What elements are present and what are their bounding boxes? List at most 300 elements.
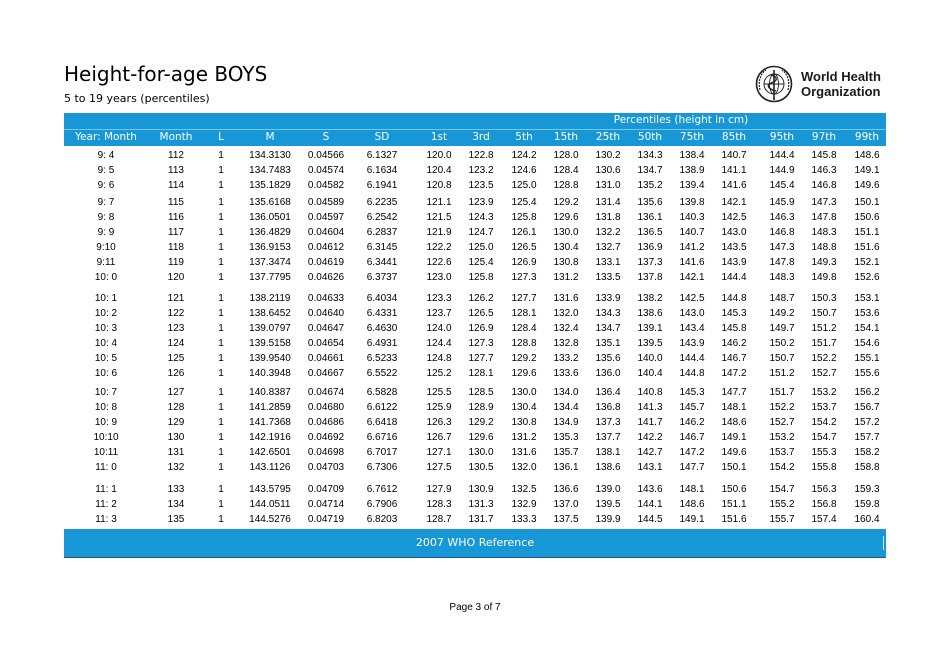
table-cell: 9: 6 <box>97 180 115 191</box>
table-cell: 124.6 <box>511 165 537 176</box>
who-emblem-icon <box>754 64 794 104</box>
table-cell: 136.0 <box>595 368 621 379</box>
table-cell: 139.1 <box>637 323 663 334</box>
table-cell: 150.3 <box>811 293 837 304</box>
table-row <box>64 484 886 496</box>
table-cell: 149.1 <box>721 432 747 443</box>
table-cell: 6.6716 <box>366 432 398 443</box>
table-cell: 142.1 <box>721 197 747 208</box>
table-cell: 139.9 <box>595 514 621 525</box>
table-cell: 129.6 <box>553 212 579 223</box>
table-cell: 152.7 <box>811 368 837 379</box>
table-cell: 126.9 <box>511 257 537 268</box>
table-cell: 152.1 <box>854 257 880 268</box>
table-cell: 147.2 <box>721 368 747 379</box>
table-cell: 117 <box>168 227 184 238</box>
table-cell: 10: 6 <box>94 368 118 379</box>
table-cell: 6.6122 <box>366 402 398 413</box>
table-cell: 149.2 <box>769 308 795 319</box>
table-cell: 130.0 <box>468 447 494 458</box>
table-row <box>64 432 886 444</box>
table-cell: 145.8 <box>721 323 747 334</box>
table-cell: 131.8 <box>595 212 621 223</box>
table-cell: 123.2 <box>468 165 494 176</box>
table-cell: 141.2859 <box>249 402 291 413</box>
table-cell: 128.0 <box>553 150 579 161</box>
table-cell: 6.5522 <box>366 368 398 379</box>
table-row <box>64 447 886 459</box>
table-cell: 152.2 <box>769 402 795 413</box>
column-header: S <box>322 131 330 143</box>
table-cell: 149.8 <box>811 272 837 283</box>
table-cell: 154.7 <box>769 484 795 495</box>
table-cell: 138.9 <box>679 165 705 176</box>
table-cell: 130 <box>167 432 185 443</box>
table-cell: 6.1941 <box>366 180 398 191</box>
table-cell: 10: 9 <box>94 417 118 428</box>
table-cell: 146.8 <box>769 227 795 238</box>
table-cell: 143.4 <box>679 323 705 334</box>
table-cell: 132.9 <box>511 499 537 510</box>
table-cell: 152.7 <box>769 417 795 428</box>
table-cell: 148.6 <box>854 150 880 161</box>
table-cell: 9: 4 <box>97 150 115 161</box>
table-cell: 146.3 <box>811 165 837 176</box>
table-cell: 122.6 <box>426 257 452 268</box>
table-cell: 129 <box>167 417 185 428</box>
table-cell: 6.1327 <box>366 150 398 161</box>
table-cell: 0.04714 <box>307 499 345 510</box>
table-cell: 128.7 <box>426 514 452 525</box>
table-cell: 156.7 <box>854 402 880 413</box>
table-cell: 125.4 <box>511 197 537 208</box>
table-cell: 155.2 <box>769 499 795 510</box>
table-cell: 136.1 <box>637 212 663 223</box>
table-cell: 1 <box>218 150 224 161</box>
table-cell: 131.6 <box>553 293 579 304</box>
table-cell: 155.3 <box>811 447 837 458</box>
table-cell: 124.8 <box>426 353 452 364</box>
table-cell: 10:10 <box>93 432 119 443</box>
table-cell: 147.7 <box>721 387 747 398</box>
column-header: 15th <box>553 131 579 143</box>
table-cell: 157.7 <box>854 432 880 443</box>
table-cell: 121.1 <box>426 197 452 208</box>
table-cell: 138.1 <box>595 447 621 458</box>
table-cell: 151.7 <box>811 338 837 349</box>
table-cell: 10: 1 <box>94 293 118 304</box>
table-cell: 155.7 <box>769 514 795 525</box>
table-cell: 1 <box>218 447 224 458</box>
table-cell: 0.04566 <box>307 150 345 161</box>
table-row <box>64 514 886 526</box>
table-cell: 1 <box>218 514 224 525</box>
table-cell: 148.1 <box>721 402 747 413</box>
table-cell: 0.04640 <box>307 308 345 319</box>
table-cell: 145.4 <box>769 180 795 191</box>
table-cell: 154.7 <box>811 432 837 443</box>
table-cell: 135.1829 <box>249 180 291 191</box>
table-cell: 144.8 <box>679 368 705 379</box>
table-cell: 0.04589 <box>307 197 345 208</box>
table-cell: 139.8 <box>679 197 705 208</box>
table-cell: 120 <box>167 272 185 283</box>
table-cell: 131 <box>167 447 185 458</box>
table-cell: 143.9 <box>679 338 705 349</box>
table-cell: 132.2 <box>595 227 621 238</box>
table-cell: 156.3 <box>811 484 837 495</box>
table-cell: 133.9 <box>595 293 621 304</box>
table-cell: 127.7 <box>511 293 537 304</box>
table-cell: 1 <box>218 402 224 413</box>
table-cell: 129.2 <box>468 417 494 428</box>
table-cell: 142.5 <box>721 212 747 223</box>
table-cell: 155.1 <box>854 353 880 364</box>
table-cell: 132.0 <box>553 308 579 319</box>
table-cell: 152.2 <box>811 353 837 364</box>
table-cell: 151.7 <box>769 387 795 398</box>
table-cell: 125.2 <box>426 368 452 379</box>
table-cell: 131.0 <box>595 180 621 191</box>
table-cell: 144.5276 <box>249 514 291 525</box>
column-header: 95th <box>769 131 795 143</box>
table-cell: 130.6 <box>595 165 621 176</box>
table-cell: 142.1916 <box>249 432 291 443</box>
table-cell: 137.8 <box>637 272 663 283</box>
table-cell: 6.3737 <box>366 272 398 283</box>
table-cell: 150.7 <box>769 353 795 364</box>
table-cell: 143.1 <box>637 462 663 473</box>
table-cell: 1 <box>218 462 224 473</box>
table-cell: 131.4 <box>595 197 621 208</box>
table-cell: 135.6168 <box>249 197 291 208</box>
table-cell: 153.2 <box>811 387 837 398</box>
table-cell: 128.4 <box>553 165 579 176</box>
table-cell: 130.8 <box>553 257 579 268</box>
table-cell: 134.4 <box>553 402 579 413</box>
table-cell: 0.04661 <box>307 353 345 364</box>
table-cell: 1 <box>218 338 224 349</box>
table-cell: 6.1634 <box>366 165 398 176</box>
table-cell: 127.3 <box>511 272 537 283</box>
table-cell: 154.6 <box>854 338 880 349</box>
table-row <box>64 150 886 162</box>
table-cell: 134.7483 <box>249 165 291 176</box>
table-cell: 6.5828 <box>366 387 398 398</box>
table-cell: 151.2 <box>769 368 795 379</box>
table-cell: 1 <box>218 484 224 495</box>
table-header-top <box>64 113 886 129</box>
table-cell: 0.04619 <box>307 257 345 268</box>
table-cell: 132.4 <box>553 323 579 334</box>
table-row <box>64 402 886 414</box>
table-cell: 136.6 <box>553 484 579 495</box>
table-cell: 10:11 <box>93 447 119 458</box>
table-cell: 151.6 <box>721 514 747 525</box>
table-cell: 9:11 <box>96 257 116 268</box>
table-cell: 145.9 <box>769 197 795 208</box>
org-name-line2: Organization <box>801 84 881 99</box>
table-cell: 134.7 <box>595 323 621 334</box>
table-cell: 139.0 <box>595 484 621 495</box>
reference-label: 2007 WHO Reference <box>415 536 535 549</box>
table-cell: 0.04582 <box>307 180 345 191</box>
table-cell: 125.9 <box>426 402 452 413</box>
table-cell: 149.6 <box>854 180 880 191</box>
table-cell: 1 <box>218 432 224 443</box>
page-subtitle: 5 to 19 years (percentiles) <box>64 92 210 105</box>
table-cell: 141.7368 <box>249 417 291 428</box>
table-cell: 140.7 <box>679 227 705 238</box>
table-cell: 149.3 <box>811 257 837 268</box>
table-cell: 114 <box>168 180 184 191</box>
table-cell: 1 <box>218 368 224 379</box>
table-cell: 147.3 <box>769 242 795 253</box>
table-cell: 136.1 <box>553 462 579 473</box>
table-cell: 142.2 <box>637 432 663 443</box>
table-cell: 1 <box>218 387 224 398</box>
table-cell: 123.5 <box>468 180 494 191</box>
org-name-line1: World Health <box>801 69 881 84</box>
table-cell: 0.04680 <box>307 402 345 413</box>
table-cell: 121 <box>167 293 185 304</box>
table-cell: 137.3 <box>637 257 663 268</box>
table-cell: 134.3 <box>595 308 621 319</box>
table-cell: 150.7 <box>811 308 837 319</box>
table-cell: 115 <box>168 197 184 208</box>
table-row <box>64 242 886 254</box>
table-cell: 10: 7 <box>94 387 118 398</box>
table-cell: 124.2 <box>511 150 537 161</box>
table-cell: 148.3 <box>769 272 795 283</box>
table-cell: 147.8 <box>769 257 795 268</box>
table-cell: 150.1 <box>721 462 747 473</box>
table-cell: 126.7 <box>426 432 452 443</box>
table-cell: 147.3 <box>811 197 837 208</box>
table-cell: 1 <box>218 165 224 176</box>
table-cell: 152.6 <box>854 272 880 283</box>
table-cell: 130.4 <box>511 402 537 413</box>
table-cell: 145.7 <box>679 402 705 413</box>
table-cell: 11: 2 <box>95 499 117 510</box>
table-cell: 122.8 <box>468 150 494 161</box>
table-cell: 145.3 <box>679 387 705 398</box>
table-cell: 133.1 <box>595 257 621 268</box>
table-cell: 137.0 <box>553 499 579 510</box>
table-cell: 155.6 <box>854 368 880 379</box>
table-cell: 0.04626 <box>307 272 345 283</box>
table-cell: 121.9 <box>426 227 452 238</box>
table-cell: 0.04686 <box>307 417 345 428</box>
table-cell: 0.04654 <box>307 338 345 349</box>
table-cell: 144.4 <box>721 272 747 283</box>
table-cell: 148.7 <box>769 293 795 304</box>
table-cell: 133.2 <box>553 353 579 364</box>
table-cell: 120.4 <box>426 165 452 176</box>
table-cell: 11: 1 <box>95 484 117 495</box>
table-cell: 0.04633 <box>307 293 345 304</box>
table-cell: 126.3 <box>426 417 452 428</box>
percentile-table <box>64 113 886 525</box>
table-cell: 140.0 <box>637 353 663 364</box>
table-cell: 144.4 <box>679 353 705 364</box>
table-cell: 126 <box>167 368 185 379</box>
table-cell: 124.4 <box>426 338 452 349</box>
table-cell: 136.0501 <box>249 212 291 223</box>
table-cell: 144.0511 <box>249 499 291 510</box>
table-cell: 1 <box>218 499 224 510</box>
table-cell: 143.9 <box>721 257 747 268</box>
table-cell: 1 <box>218 308 224 319</box>
table-cell: 10: 3 <box>94 323 118 334</box>
table-row <box>64 499 886 511</box>
table-cell: 143.1126 <box>249 462 291 473</box>
table-cell: 149.1 <box>679 514 705 525</box>
column-header: 75th <box>679 131 705 143</box>
column-header: 25th <box>595 131 621 143</box>
table-cell: 158.2 <box>854 447 880 458</box>
column-header: 97th <box>811 131 837 143</box>
table-cell: 147.8 <box>811 212 837 223</box>
table-cell: 140.8 <box>637 387 663 398</box>
table-cell: 127.1 <box>426 447 452 458</box>
table-cell: 145.3 <box>721 308 747 319</box>
table-cell: 139.5 <box>637 338 663 349</box>
table-cell: 138.6452 <box>249 308 291 319</box>
table-cell: 137.7795 <box>249 272 291 283</box>
table-cell: 135.2 <box>637 180 663 191</box>
table-cell: 151.1 <box>854 227 880 238</box>
table-cell: 1 <box>218 180 224 191</box>
column-header: L <box>218 131 224 143</box>
table-cell: 140.8387 <box>249 387 291 398</box>
column-header: 3rd <box>472 131 490 143</box>
table-cell: 120.0 <box>426 150 452 161</box>
table-row <box>64 257 886 269</box>
table-cell: 148.3 <box>811 227 837 238</box>
table-cell: 156.8 <box>811 499 837 510</box>
table-cell: 0.04604 <box>307 227 345 238</box>
table-cell: 154.2 <box>769 462 795 473</box>
table-cell: 142.7 <box>637 447 663 458</box>
table-cell: 138.2119 <box>249 293 291 304</box>
table-cell: 131.6 <box>511 447 537 458</box>
table-cell: 155.8 <box>811 462 837 473</box>
table-cell: 124.3 <box>468 212 494 223</box>
table-cell: 134 <box>167 499 185 510</box>
table-cell: 9: 7 <box>97 197 115 208</box>
table-cell: 1 <box>218 242 224 253</box>
table-cell: 126.5 <box>468 308 494 319</box>
table-cell: 1 <box>218 257 224 268</box>
table-cell: 128.8 <box>511 338 537 349</box>
table-cell: 128.3 <box>426 499 452 510</box>
table-cell: 144.8 <box>721 293 747 304</box>
table-bottom-rule <box>64 557 886 558</box>
table-cell: 135.7 <box>553 447 579 458</box>
table-cell: 148.8 <box>811 242 837 253</box>
table-cell: 143.6 <box>637 484 663 495</box>
table-cell: 144.1 <box>637 499 663 510</box>
table-cell: 130.8 <box>511 417 537 428</box>
table-cell: 139.9540 <box>249 353 291 364</box>
table-row <box>64 387 886 399</box>
table-row <box>64 293 886 305</box>
table-cell: 1 <box>218 353 224 364</box>
table-cell: 141.6 <box>721 180 747 191</box>
table-cell: 0.04692 <box>307 432 345 443</box>
table-cell: 126.2 <box>468 293 494 304</box>
table-cell: 154.2 <box>811 417 837 428</box>
table-cell: 6.4630 <box>366 323 398 334</box>
table-cell: 123 <box>167 323 185 334</box>
table-cell: 11: 3 <box>95 514 117 525</box>
table-cell: 122 <box>167 308 185 319</box>
table-cell: 135.1 <box>595 338 621 349</box>
table-cell: 125.8 <box>511 212 537 223</box>
table-cell: 126.9 <box>468 323 494 334</box>
table-cell: 1 <box>218 227 224 238</box>
table-row <box>64 165 886 177</box>
table-cell: 131.2 <box>553 272 579 283</box>
table-cell: 157.4 <box>811 514 837 525</box>
table-cell: 132.8 <box>553 338 579 349</box>
table-cell: 131.3 <box>468 499 494 510</box>
table-cell: 150.6 <box>854 212 880 223</box>
table-cell: 125.0 <box>468 242 494 253</box>
table-cell: 6.8203 <box>366 514 398 525</box>
table-cell: 10: 4 <box>94 338 118 349</box>
table-cell: 135 <box>167 514 185 525</box>
table-cell: 137.3 <box>595 417 621 428</box>
table-cell: 144.5 <box>637 514 663 525</box>
table-cell: 153.7 <box>811 402 837 413</box>
table-cell: 6.5233 <box>366 353 398 364</box>
table-cell: 142.6501 <box>249 447 291 458</box>
reference-bar-divider <box>883 536 884 550</box>
table-cell: 6.7306 <box>366 462 398 473</box>
column-header: 50th <box>637 131 663 143</box>
table-cell: 0.04597 <box>307 212 345 223</box>
table-cell: 148.6 <box>679 499 705 510</box>
table-cell: 123.7 <box>426 308 452 319</box>
table-cell: 128.8 <box>553 180 579 191</box>
table-row <box>64 212 886 224</box>
table-cell: 145.8 <box>811 150 837 161</box>
table-cell: 132.0 <box>511 462 537 473</box>
table-cell: 140.4 <box>637 368 663 379</box>
table-cell: 135.3 <box>553 432 579 443</box>
table-cell: 0.04667 <box>307 368 345 379</box>
table-cell: 153.2 <box>769 432 795 443</box>
table-cell: 141.1 <box>721 165 747 176</box>
table-cell: 138.6 <box>637 308 663 319</box>
table-cell: 131.7 <box>468 514 494 525</box>
table-cell: 150.6 <box>721 484 747 495</box>
table-cell: 138.4 <box>679 150 705 161</box>
table-cell: 124.7 <box>468 227 494 238</box>
table-cell: 6.6418 <box>366 417 398 428</box>
table-cell: 132.5 <box>511 484 537 495</box>
table-cell: 146.3 <box>769 212 795 223</box>
table-cell: 6.7017 <box>366 447 398 458</box>
table-cell: 10: 5 <box>94 353 118 364</box>
table-cell: 129.2 <box>553 197 579 208</box>
table-cell: 159.3 <box>854 484 880 495</box>
table-cell: 128.9 <box>468 402 494 413</box>
table-cell: 10: 2 <box>94 308 118 319</box>
table-cell: 129.6 <box>468 432 494 443</box>
